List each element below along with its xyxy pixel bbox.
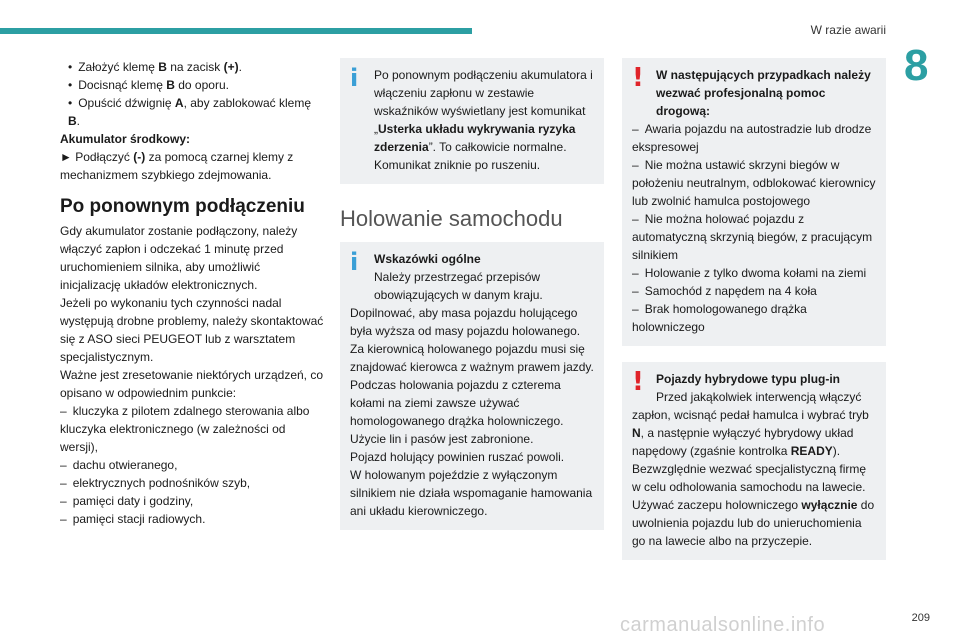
paragraph: Podczas holowania pojazdu z czterema kołami na ziemi zawsze używać homologowanego drążka holowniczego. Użycie lin i pasów jest zabronione.: [350, 378, 564, 446]
info-title: Wskazówki ogólne: [374, 252, 481, 266]
paragraph: Używać zaczepu holowniczego wyłącznie do uwolnienia pojazdu lub do unieruchomienia go na lawecie albo na przyczepie.: [632, 498, 875, 548]
paragraph: Jeżeli po wykonaniu tych czynności nadal występują drobne problemy, należy skontaktować się z ASO sieci PEUGEOT lub z warsztatem specjalistycznym.: [60, 296, 324, 364]
warning-box-professional-help: [622, 58, 886, 346]
list-item: – kluczyka z pilotem zdalnego sterowania albo kluczyka elektronicznego (w zależności od wersji),: [60, 402, 324, 456]
akumulator-instruction: ► Podłączyć (-) za pomocą czarnej klemy z mechanizmem szybkiego zdejmowania.: [60, 150, 294, 182]
paragraph: Przed jakąkolwiek interwencją włączyć zapłon, wcisnąć pedał hamulca i wybrać tryb N, a następnie wyłączyć hybrydowy układ napędowy (zgaśnie kontrolka READY).: [632, 390, 869, 458]
paragraph: Za kierownicą holowanego pojazdu musi się znajdować kierowca z ważnym prawem jazdy.: [350, 342, 594, 374]
watermark: carmanualsonline.info: [620, 614, 826, 636]
section-title-towing: Holowanie samochodu: [340, 206, 563, 231]
paragraph: Należy przestrzegać przepisów obowiązujących w danym kraju.: [374, 270, 543, 302]
list-item: • Opuścić dźwignię A, aby zablokować klemę B.: [68, 94, 324, 130]
info-box-general: [340, 242, 604, 530]
warning-icon: !: [632, 63, 644, 93]
warning-title: Pojazdy hybrydowe typu plug-in: [656, 372, 841, 386]
page-number: 209: [911, 612, 930, 624]
column-3: [622, 58, 886, 560]
list-item: – Brak homologowanego drążka holowniczego: [632, 300, 876, 336]
paragraph: Gdy akumulator zostanie podłączony, należy włączyć zapłon i odczekać 1 minutę przed uruchomieniem silnika, aby umożliwić inicjalizację układów elektronicznych.: [60, 224, 298, 292]
list-item: – Holowanie z tylko dwoma kołami na ziemi: [632, 264, 876, 282]
paragraph: Dopilnować, aby masa pojazdu holującego była wyższa od masy pojazdu holowanego.: [350, 306, 581, 338]
warning-title: W następujących przypadkach należy wezwać profesjonalną pomoc drogową:: [656, 68, 871, 118]
list-item: – dachu otwieranego,: [60, 456, 324, 474]
column-1: [60, 58, 324, 528]
list-item: – pamięci daty i godziny,: [60, 492, 324, 510]
warning-box-plugin-hybrid: [622, 362, 886, 560]
info-icon: i: [350, 64, 359, 92]
cases-list: [632, 120, 876, 336]
paragraph: Ważne jest zresetowanie niektórych urządzeń, co opisano w odpowiednim punkcie:: [60, 368, 324, 400]
info-box-reconnect: [340, 58, 604, 184]
chapter-number: 8: [904, 41, 929, 90]
paragraph: Pojazd holujący powinien ruszać powoli.: [350, 450, 565, 464]
list-item: – Awaria pojazdu na autostradzie lub drodze ekspresowej: [632, 120, 876, 156]
info-text: Po ponownym podłączeniu akumulatora i włączeniu zapłonu w zestawie wskaźników wyświetlany jest komunikat „Usterka układu wykrywania ryzyka zderzenia”. To całkowicie normalne. Komunikat zniknie po ruszeniu.: [374, 68, 593, 172]
paragraph: W holowanym pojeździe z wyłączonym silnikiem nie działa wspomaganie hamowania ani układu kierowniczego.: [350, 468, 593, 518]
column-2: [340, 58, 604, 530]
list-item: • Założyć klemę B na zacisk (+).: [68, 58, 324, 76]
list-item: – Samochód z napędem na 4 koła: [632, 282, 876, 300]
list-item: – elektrycznych podnośników szyb,: [60, 474, 324, 492]
section-title-reconnect: Po ponownym podłączeniu: [60, 196, 305, 217]
steps-list: [68, 58, 324, 130]
list-item: – Nie można ustawić skrzyni biegów w położeniu neutralnym, odblokować kierownicy lub zwolnić hamulca postojowego: [632, 156, 876, 210]
header-accent-bar: [0, 28, 472, 34]
chapter-title: W razie awarii: [810, 23, 886, 37]
reset-list: [60, 402, 324, 528]
warning-icon: !: [632, 367, 644, 397]
info-icon: i: [350, 248, 359, 276]
list-item: – Nie można holować pojazdu z automatyczną skrzynią biegów, z pracującym silnikiem: [632, 210, 876, 264]
list-item: • Docisnąć klemę B do oporu.: [68, 76, 324, 94]
paragraph: Bezwzględnie wezwać specjalistyczną firmę w celu odholowania samochodu na lawecie.: [632, 462, 867, 494]
list-item: – pamięci stacji radiowych.: [60, 510, 324, 528]
akumulator-label: Akumulator środkowy:: [60, 132, 191, 146]
